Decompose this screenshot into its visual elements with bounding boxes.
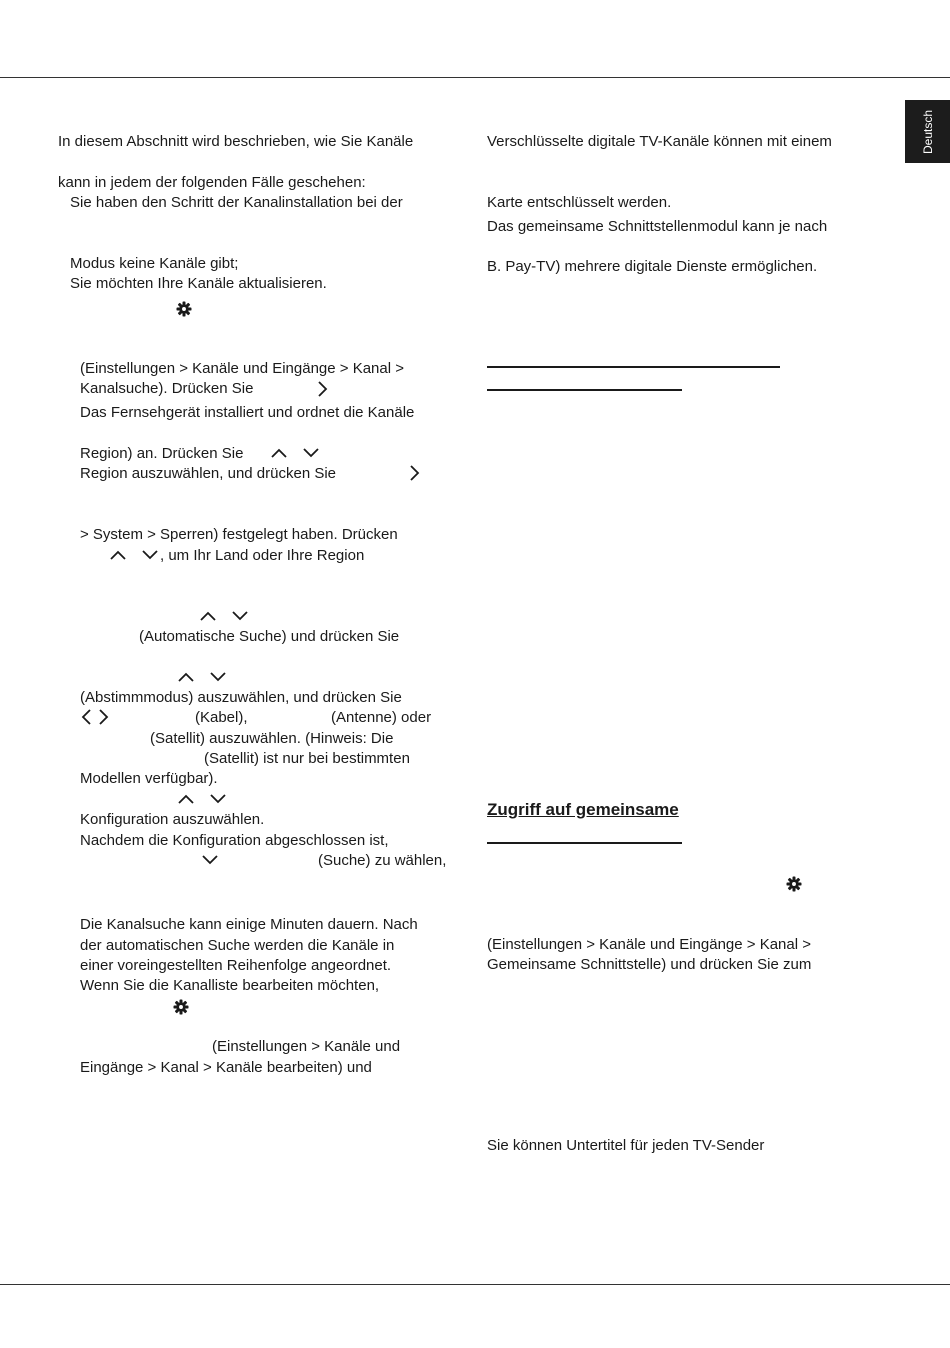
step-line-5: Region auszuwählen, und drücken Sie: [80, 465, 337, 482]
note-line-5: (Einstellungen > Kanäle und: [212, 1038, 401, 1055]
chevron-right-icon: [405, 464, 423, 482]
ci-line-1: Verschlüsselte digitale TV-Kanäle können mit einem: [487, 133, 832, 150]
gear-icon: [175, 300, 193, 318]
chevron-up-icon: [177, 790, 195, 808]
top-rule: [0, 77, 950, 78]
option-satellite: (Satellit) auszuwählen. (Hinweis: Die: [150, 730, 394, 747]
subtitle-line-1: Sie können Untertitel für jeden TV-Sender: [487, 1137, 765, 1154]
chevron-down-icon: [231, 607, 249, 625]
chevron-down-icon: [302, 444, 320, 462]
chevron-down-icon: [201, 851, 219, 869]
step-line-7: , um Ihr Land oder Ihre Region: [160, 547, 365, 564]
ci-line-3: Das gemeinsame Schnittstellenmodul kann je nach: [487, 218, 828, 235]
chevron-down-icon: [141, 546, 159, 564]
ci-line-2: Karte entschlüsselt werden.: [487, 194, 672, 211]
case-line-2: Modus keine Kanäle gibt;: [70, 255, 239, 272]
chevron-down-icon: [209, 668, 227, 686]
intro-line-2: kann in jedem der folgenden Fälle geschehen:: [58, 174, 366, 191]
gear-icon: [785, 875, 803, 893]
chevron-up-icon: [177, 668, 195, 686]
step-line-10: Modellen verfügbar).: [80, 770, 218, 787]
step-line-8: (Automatische Suche) und drücken Sie: [139, 628, 400, 645]
step-line-4: Region) an. Drücken Sie: [80, 445, 244, 462]
ci-line-4: B. Pay-TV) mehrere digitale Dienste ermöglichen.: [487, 258, 818, 275]
note-line-2: der automatischen Suche werden die Kanäle in: [80, 937, 395, 954]
step-line-3: Das Fernsehgerät installiert und ordnet die Kanäle: [80, 404, 415, 421]
chevron-down-icon: [209, 790, 227, 808]
step-line-6: > System > Sperren) festgelegt haben. Drücken: [80, 526, 398, 543]
option-antenna: (Antenne) oder: [331, 709, 432, 726]
case-line-3: Sie möchten Ihre Kanäle aktualisieren.: [70, 275, 327, 292]
case-line-1: Sie haben den Schritt der Kanalinstallation bei der: [70, 194, 403, 211]
bottom-rule: [0, 1284, 950, 1285]
step-line-12: Nachdem die Konfiguration abgeschlossen ist,: [80, 832, 389, 849]
heading-underline: [487, 366, 780, 368]
step-line-9: (Abstimmmodus) auszuwählen, und drücken Sie: [80, 689, 402, 706]
step-line-1: (Einstellungen > Kanäle und Eingänge > Kanal >: [80, 360, 405, 377]
note-line-3: einer voreingestellten Reihenfolge angeordnet.: [80, 957, 392, 974]
intro-line-1: In diesem Abschnitt wird beschrieben, wie Sie Kanäle: [58, 133, 414, 150]
heading-underline: [487, 842, 682, 844]
option-cable: (Kabel),: [195, 709, 248, 726]
chevron-right-icon: [313, 380, 331, 398]
step-line-11: Konfiguration auszuwählen.: [80, 811, 265, 828]
note-line-1: Die Kanalsuche kann einige Minuten dauern. Nach: [80, 916, 418, 933]
satellite-note: (Satellit) ist nur bei bestimmten: [204, 750, 410, 767]
chevron-up-icon: [270, 444, 288, 462]
language-tab-label: Deutsch: [920, 109, 935, 154]
ci-access-line-1: (Einstellungen > Kanäle und Eingänge > Kanal >: [487, 936, 812, 953]
note-line-6: Eingänge > Kanal > Kanäle bearbeiten) und: [80, 1059, 372, 1076]
chevron-up-icon: [199, 607, 217, 625]
step-line-13: (Suche) zu wählen,: [318, 852, 447, 869]
chevron-right-icon: [94, 708, 112, 726]
section-heading: Zugriff auf gemeinsame: [487, 800, 679, 819]
gear-icon: [172, 998, 190, 1016]
note-line-4: Wenn Sie die Kanalliste bearbeiten möchten,: [80, 977, 380, 994]
heading-underline: [487, 389, 682, 391]
step-line-2: Kanalsuche). Drücken Sie: [80, 380, 254, 397]
chevron-up-icon: [109, 546, 127, 564]
ci-access-line-2: Gemeinsame Schnittstelle) und drücken Sie zum: [487, 956, 812, 973]
language-tab: [905, 100, 950, 163]
